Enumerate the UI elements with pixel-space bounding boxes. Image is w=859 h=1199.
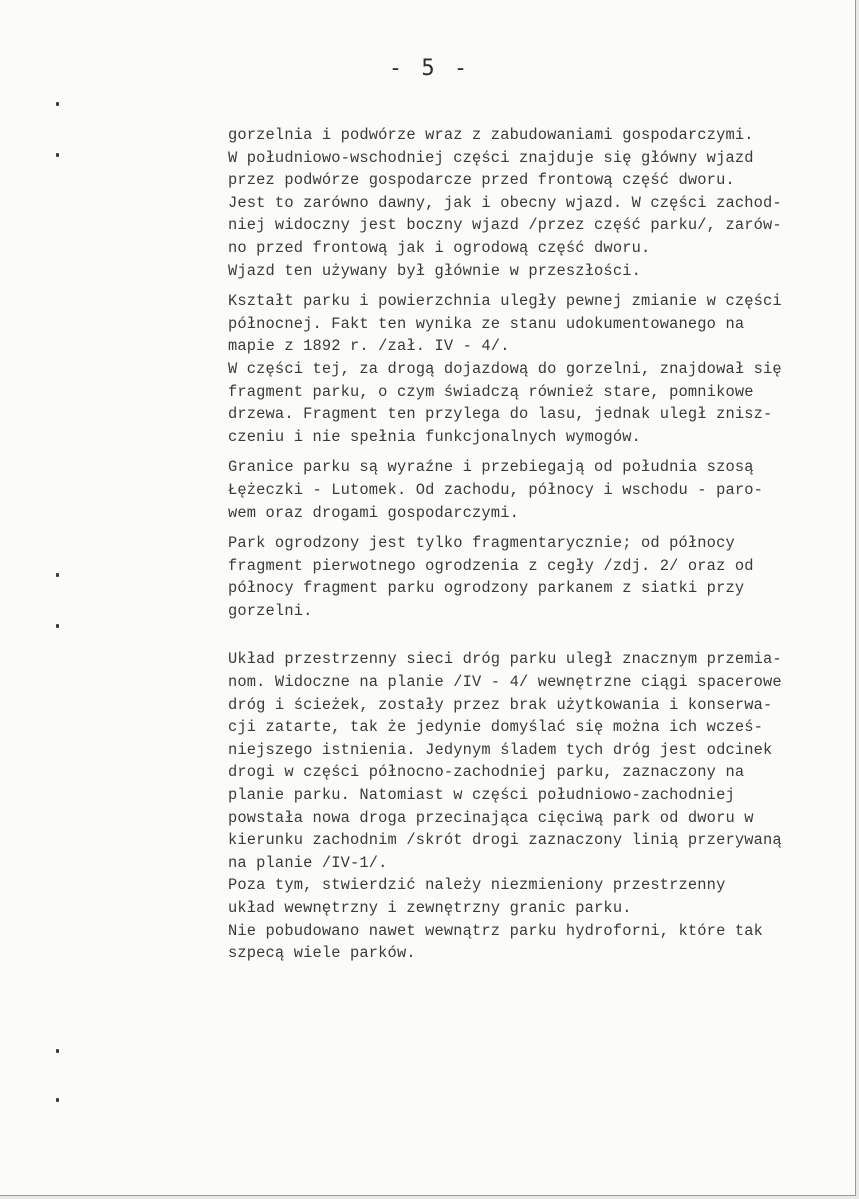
text-line: na planie /IV-1/. — [228, 853, 388, 872]
text-line: Poza tym, stwierdzić należy niezmieniony przestrzenny — [228, 876, 726, 895]
text-line: Układ przestrzenny sieci dróg parku uległ znacznym przemia- — [228, 650, 782, 669]
paragraph-park-borders — [228, 456, 848, 524]
page-number: - 5 - — [388, 56, 471, 81]
paragraph-entrances — [228, 124, 848, 282]
paragraph-park-fence — [228, 532, 848, 622]
text-line: Granice parku są wyraźne i przebiegają od południa szosą — [228, 458, 754, 477]
text-line: planie parku. Natomiast w części południowo-zachodniej — [228, 786, 735, 805]
text-line: niejszego istnienia. Jedynym śladem tych dróg jest odcinek — [228, 740, 773, 759]
margin-mark — [56, 102, 59, 106]
text-line: szpecą wiele parków. — [228, 944, 416, 963]
text-line: drzewa. Fragment ten przylega do lasu, jednak uległ znisz- — [228, 405, 773, 424]
paragraph-park-shape — [228, 290, 848, 448]
margin-mark — [56, 624, 59, 628]
text-line: fragment parku, o czym świadczą również stare, pomnikowe — [228, 382, 754, 401]
text-line: powstała nowa droga przecinająca cięciwą park od dworu w — [228, 808, 754, 827]
document-body — [228, 124, 848, 965]
text-line: Jest to zarówno dawny, jak i obecny wjazd. W części zachod- — [228, 193, 782, 212]
text-line: przez podwórze gospodarcze przed frontową część dworu. — [228, 171, 735, 190]
text-line: północy fragment parku ogrodzony parkanem z siatki przy — [228, 579, 745, 598]
text-line: no przed frontową jak i ogrodową część dworu. — [228, 238, 651, 257]
text-line: układ wewnętrzny i zewnętrzny granic parku. — [228, 899, 632, 917]
text-line: nom. Widoczne na planie /IV - 4/ wewnętrzne ciągi spacerowe — [228, 673, 782, 692]
text-line: Łężeczki - Lutomek. Od zachodu, północy i wschodu - paro- — [228, 480, 763, 499]
text-line: Wjazd ten używany był głównie w przeszłości. — [228, 261, 641, 280]
margin-mark — [56, 153, 59, 157]
text-line: Kształt parku i powierzchnia uległy pewnej zmianie w części — [228, 292, 782, 311]
text-line: drogi w części północno-zachodniej parku, zaznaczony na — [228, 763, 745, 782]
text-line: Nie pobudowano nawet wewnątrz parku hydroforni, które tak — [228, 921, 763, 940]
text-line: cji zatarte, tak że jedynie domyślać się można ich wcześ- — [228, 718, 763, 737]
margin-mark — [56, 1049, 59, 1053]
margin-mark — [56, 573, 59, 577]
text-line: W części tej, za drogą dojazdową do gorzelni, znajdował się — [228, 359, 782, 378]
text-line: mapie z 1892 r. /zał. IV - 4/. — [228, 337, 510, 356]
text-line: Park ogrodzony jest tylko fragmentarycznie; od północy — [228, 534, 735, 553]
text-line: kierunku zachodnim /skrót drogi zaznaczony linią przerywaną — [228, 831, 782, 850]
text-line: gorzelnia i podwórze wraz z zabudowaniami gospodarczymi. — [228, 126, 754, 144]
margin-mark — [56, 1098, 59, 1102]
text-line: W południowo-wschodniej części znajduje się główny wjazd — [228, 148, 754, 167]
text-line: gorzelni. — [228, 601, 313, 620]
text-line: dróg i ścieżek, zostały przez brak użytkowania i konserwa- — [228, 695, 773, 714]
paragraph-road-layout — [228, 648, 848, 964]
text-line: czeniu i nie spełnia funkcjonalnych wymogów. — [228, 427, 641, 446]
text-line: północnej. Fakt ten wynika ze stanu udokumentowanego na — [228, 314, 745, 333]
text-line: wem oraz drogami gospodarczymi. — [228, 503, 519, 522]
text-line: fragment pierwotnego ogrodzenia z cegły /zdj. 2/ oraz od — [228, 556, 754, 575]
text-line: niej widoczny jest boczny wjazd /przez część parku/, zarów- — [228, 216, 782, 235]
